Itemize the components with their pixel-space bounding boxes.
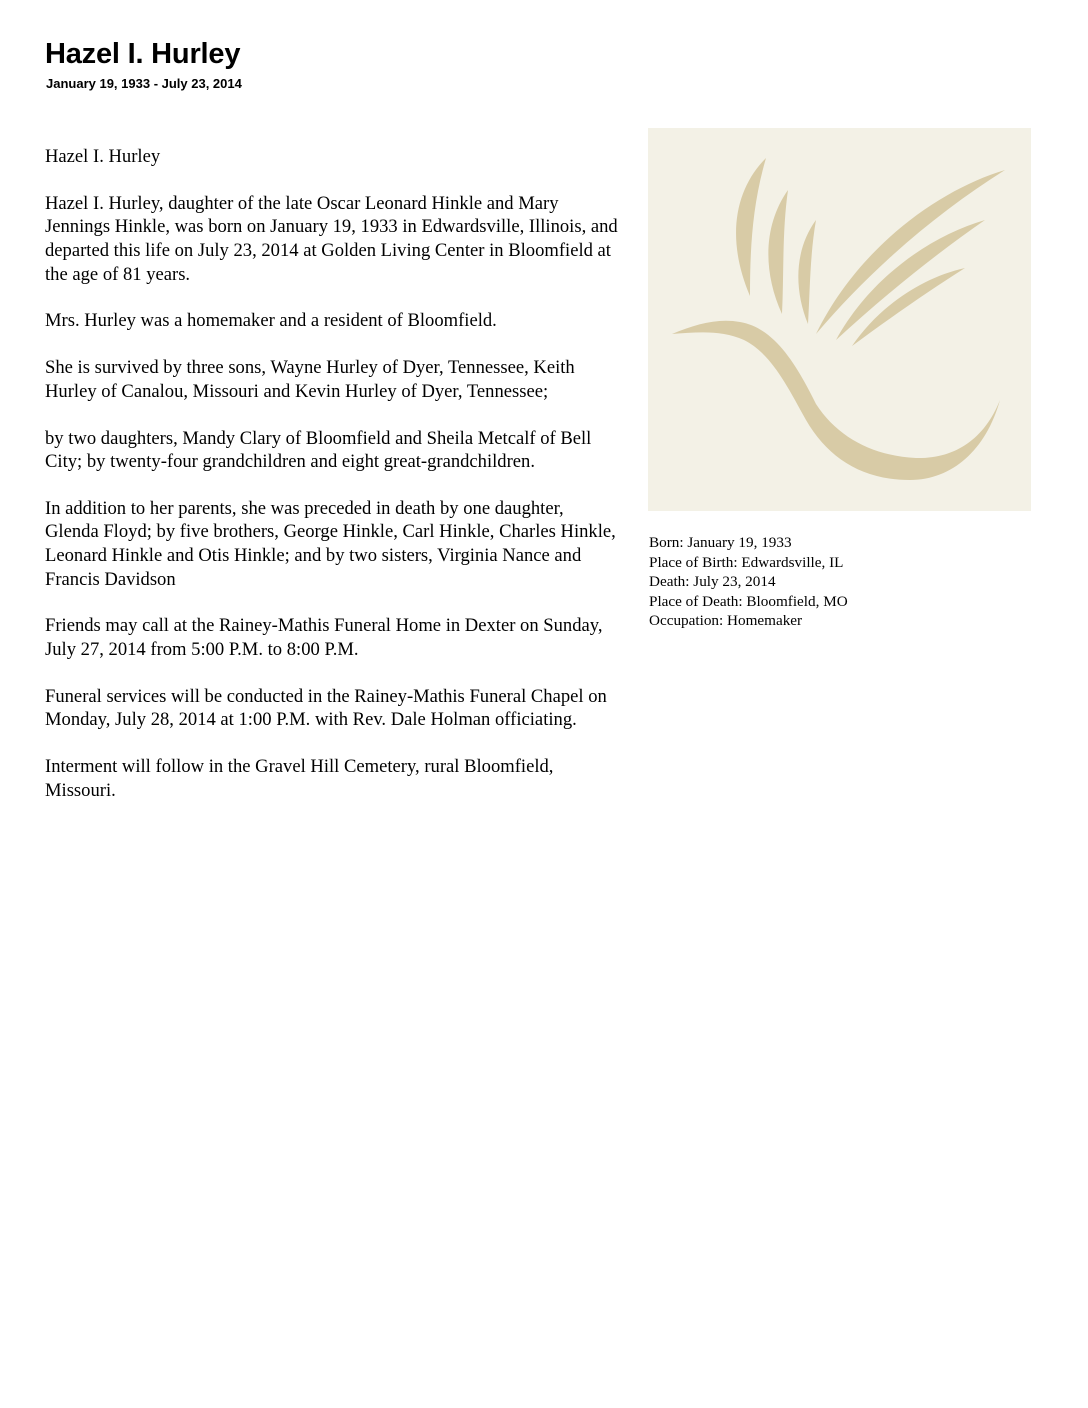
obituary-paragraph: Friends may call at the Rainey-Mathis Funeral Home in Dexter on Sunday, July 27, 2014 from 5:00 P.M. to 8:00 P.M. [45, 615, 603, 661]
fact-born: Born: January 19, 1933 [649, 534, 792, 551]
fact-death: Death: July 23, 2014 [649, 573, 776, 591]
obituary-paragraph: In addition to her parents, she was preceded in death by one daughter, Glenda Floyd; by five brothers, George Hinkle, Carl Hinkle, Charles Hinkle, Leonard Hinkle and Otis Hinkle; and by two sisters, Virginia Nance and Francis Davidson [45, 497, 616, 590]
obituary-paragraph: Funeral services will be conducted in the Rainey-Mathis Funeral Chapel on Monday, July 28, 2014 at 1:00 P.M. with Rev. Dale Holman officiating. [45, 685, 607, 731]
page-title: Hazel I. Hurley [45, 38, 241, 70]
fact-place-of-birth: Place of Birth: Edwardsville, IL [649, 553, 844, 571]
obituary-paragraph: Interment will follow in the Gravel Hill Cemetery, rural Bloomfield, Missouri. [45, 756, 554, 801]
fact-occupation: Occupation: Homemaker [649, 612, 803, 630]
dove-icon [648, 128, 1031, 511]
fact-place-of-death: Place of Death: Bloomfield, MO [649, 592, 848, 610]
obituary-paragraph: She is survived by three sons, Wayne Hurley of Dyer, Tennessee, Keith Hurley of Canalou, Missouri and Kevin Hurley of Dyer, Tennessee; [45, 357, 575, 402]
obituary-paragraph: Mrs. Hurley was a homemaker and a resident of Bloomfield. [45, 310, 497, 332]
obituary-paragraph: Hazel I. Hurley [45, 146, 161, 167]
memorial-photo [648, 128, 1031, 511]
vital-facts [649, 533, 1049, 631]
obituary-paragraph: Hazel I. Hurley, daughter of the late Oscar Leonard Hinkle and Mary Jennings Hinkle, was born on January 19, 1933 in Edwardsville, Illinois, and departed this life on July 23, 2014 at Golden Living Center in Bloomfield at the age of 81 years. [45, 192, 618, 285]
obituary-paragraph: by two daughters, Mandy Clary of Bloomfield and Sheila Metcalf of Bell City; by twenty-four grandchildren and eight great-grandchildren. [45, 427, 592, 473]
obituary-text [45, 145, 620, 826]
obituary-header [45, 36, 645, 92]
life-dates: January 19, 1933 - July 23, 2014 [46, 76, 242, 91]
